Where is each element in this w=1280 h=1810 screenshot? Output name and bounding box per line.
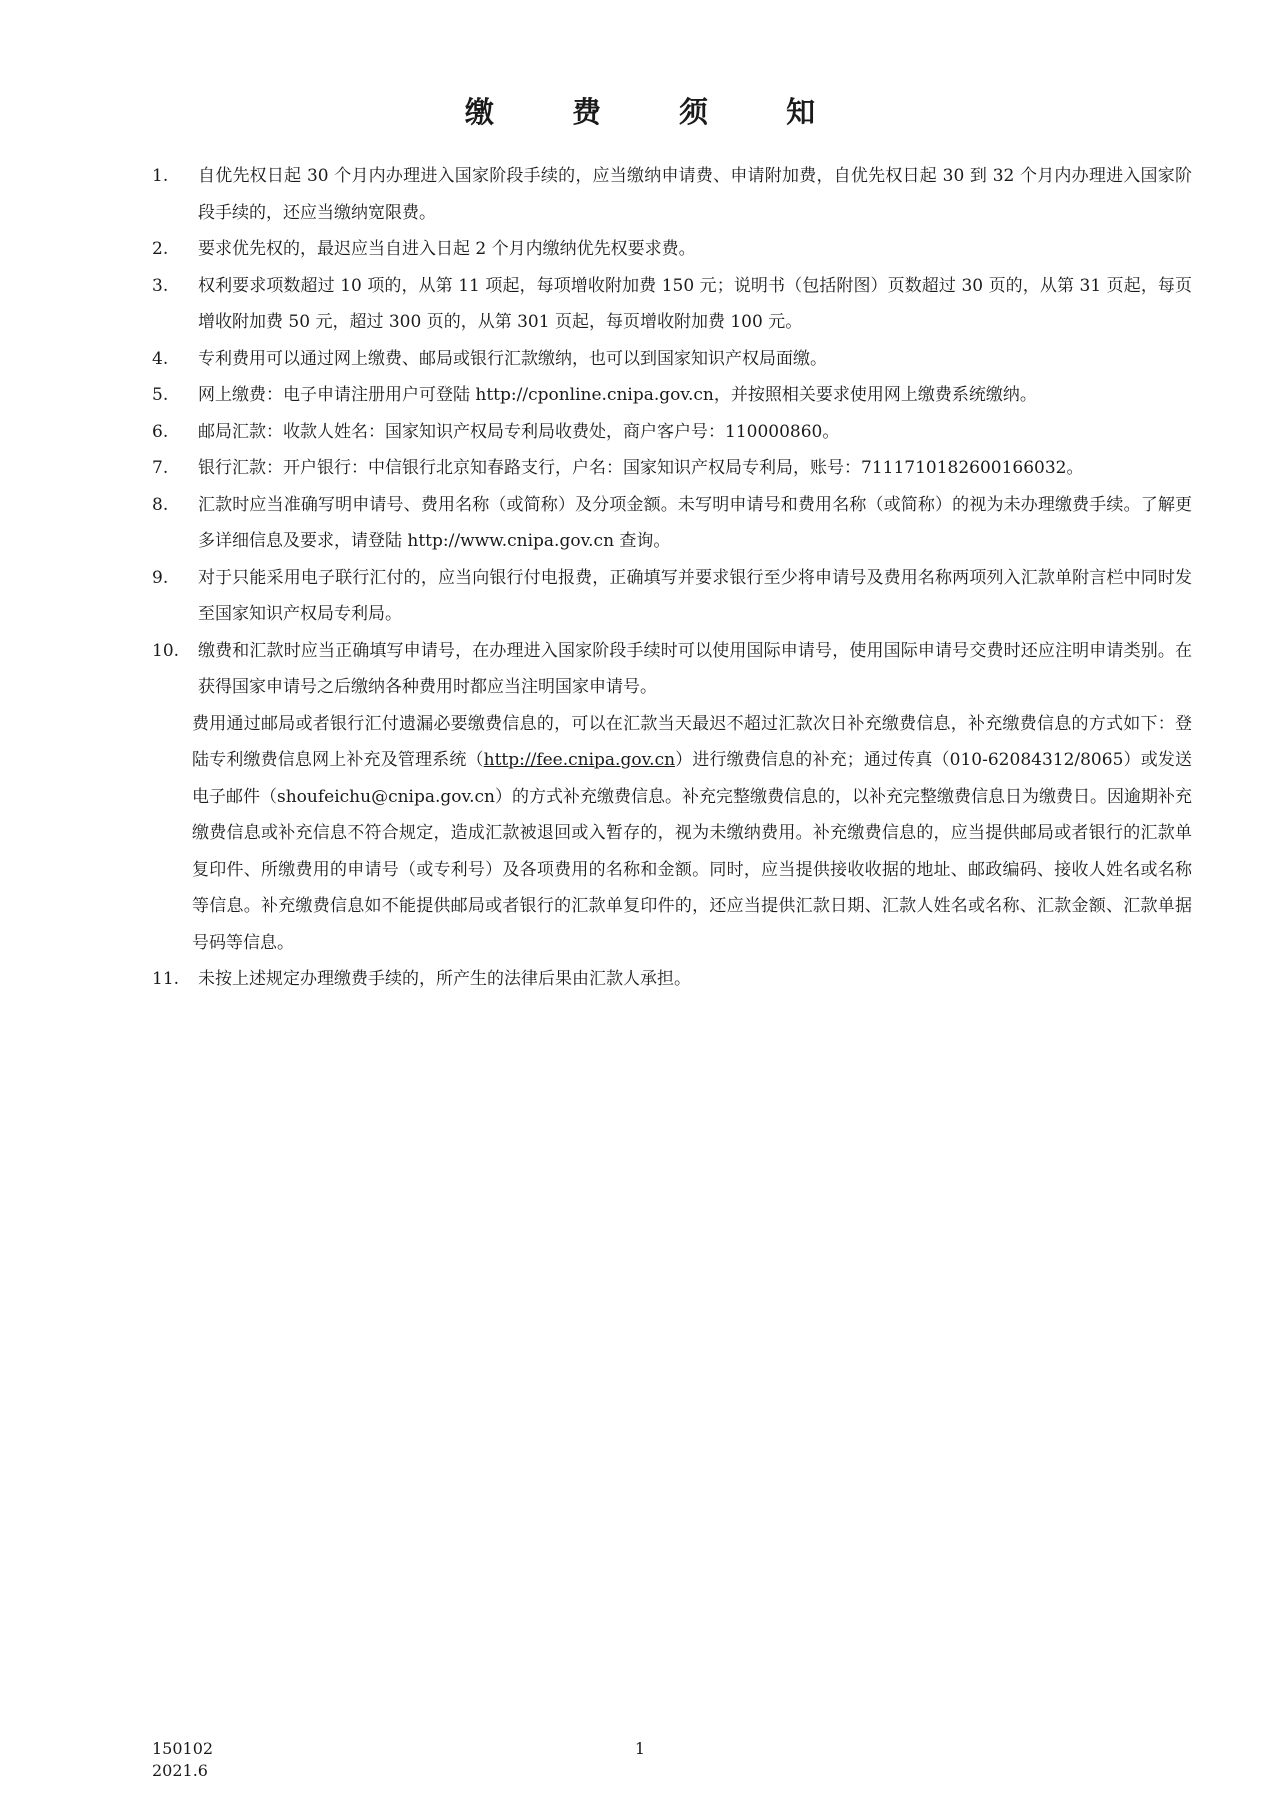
- document-title: 缴 费 须 知: [464, 95, 850, 129]
- list-item: [152, 560, 1192, 633]
- list-item: [152, 450, 1192, 487]
- form-version: 2021.6: [152, 1761, 208, 1780]
- form-code: 150102: [152, 1739, 214, 1758]
- list-item: [152, 377, 1192, 414]
- list-item: [152, 487, 1192, 560]
- list-item: [152, 158, 1192, 231]
- supplement-paragraph: [192, 706, 1192, 962]
- item-number: 10.: [152, 640, 180, 661]
- list-item: [152, 414, 1192, 451]
- supplement-text-before-url: 费用通过邮局或者银行汇付遗漏必要缴费信息的，可以在汇款当天最迟不超过汇款次日补充缴费信息，补充缴费信息的方式如下：登陆专利缴费信息网上补充及管理系统（: [192, 713, 1192, 770]
- page-number: 1: [634, 1739, 646, 1758]
- item-text: 自优先权日起 30 个月内办理进入国家阶段手续的，应当缴纳申请费、申请附加费，自优先权日起 30 到 32 个月内办理进入国家阶段手续的，还应当缴纳宽限费。: [198, 166, 1192, 223]
- item-text: 邮局汇款：收款人姓名：国家知识产权局专利局收费处，商户客户号：110000860。: [198, 421, 840, 442]
- item-text: 对于只能采用电子联行汇付的，应当向银行付电报费，正确填写并要求银行至少将申请号及费用名称两项列入汇款单附言栏中同时发至国家知识产权局专利局。: [198, 567, 1192, 624]
- item-text: 未按上述规定办理缴费手续的，所产生的法律后果由汇款人承担。: [198, 969, 691, 989]
- item-number: 3.: [152, 275, 169, 296]
- list-item: [152, 231, 1192, 268]
- item-text: 专利费用可以通过网上缴费、邮局或银行汇款缴纳，也可以到国家知识产权局面缴。: [198, 348, 827, 369]
- item-text: 要求优先权的，最迟应当自进入日起 2 个月内缴纳优先权要求费。: [198, 239, 696, 259]
- notice-list: [152, 158, 1192, 998]
- item-text: 银行汇款：开户银行：中信银行北京知春路支行，户名：国家知识产权局专利局，账号：7111710182600166032。: [198, 458, 1084, 478]
- list-item: [152, 341, 1192, 378]
- fee-system-link[interactable]: http://fee.cnipa.gov.cn: [483, 750, 676, 770]
- item-number: 5.: [152, 385, 169, 405]
- item-number: 6.: [152, 421, 169, 442]
- item-number: 2.: [152, 239, 169, 259]
- supplement-text-after-url: ）进行缴费信息的补充；通过传真（010-62084312/8065）或发送电子邮件（shoufeichu@cnipa.gov.cn）的方式补充缴费信息。补充完整缴费信息的，以补充完整缴费信息日为缴费日。因逾期补充缴费信息或补充信息不符合规定，造成汇款被退回或入暂存的，视为未缴纳费用。补充缴费信息的，应当提供邮局或者银行的汇款单复印件、所缴费用的申请号（或专利号）及各项费用的名称和金额。同时，应当提供接收收据的地址、邮政编码、接收人姓名或名称等信息。补充缴费信息如不能提供邮局或者银行的汇款单复印件的，还应当提供汇款日期、汇款人姓名或名称、汇款金额、汇款单据号码等信息。: [192, 750, 1193, 953]
- item-number: 9.: [152, 567, 169, 588]
- item-text: 缴费和汇款时应当正确填写申请号，在办理进入国家阶段手续时可以使用国际申请号，使用国际申请号交费时还应注明申请类别。在获得国家申请号之后缴纳各种费用时都应当注明国家申请号。: [198, 640, 1192, 697]
- item-number: 11.: [152, 969, 180, 989]
- item-text: 汇款时应当准确写明申请号、费用名称（或简称）及分项金额。未写明申请号和费用名称（或简称）的视为未办理缴费手续。了解更多详细信息及要求，请登陆 http://www.cnipa.gov.cn 查询。: [198, 494, 1192, 551]
- item-number: 4.: [152, 348, 169, 369]
- item-number: 1.: [152, 166, 169, 186]
- list-item: [152, 268, 1192, 341]
- item-number: 7.: [152, 458, 169, 478]
- item-text: 权利要求项数超过 10 项的，从第 11 项起，每项增收附加费 150 元；说明书（包括附图）页数超过 30 页的，从第 31 页起，每页增收附加费 50 元，超过 300 页的，从第 301 页起，每页增收附加费 100 元。: [198, 275, 1192, 332]
- item-text: 网上缴费：电子申请注册用户可登陆 http://cponline.cnipa.gov.cn，并按照相关要求使用网上缴费系统缴纳。: [198, 385, 1037, 405]
- list-item: [152, 961, 1192, 998]
- item-number: 8.: [152, 494, 169, 515]
- list-item: [152, 633, 1192, 962]
